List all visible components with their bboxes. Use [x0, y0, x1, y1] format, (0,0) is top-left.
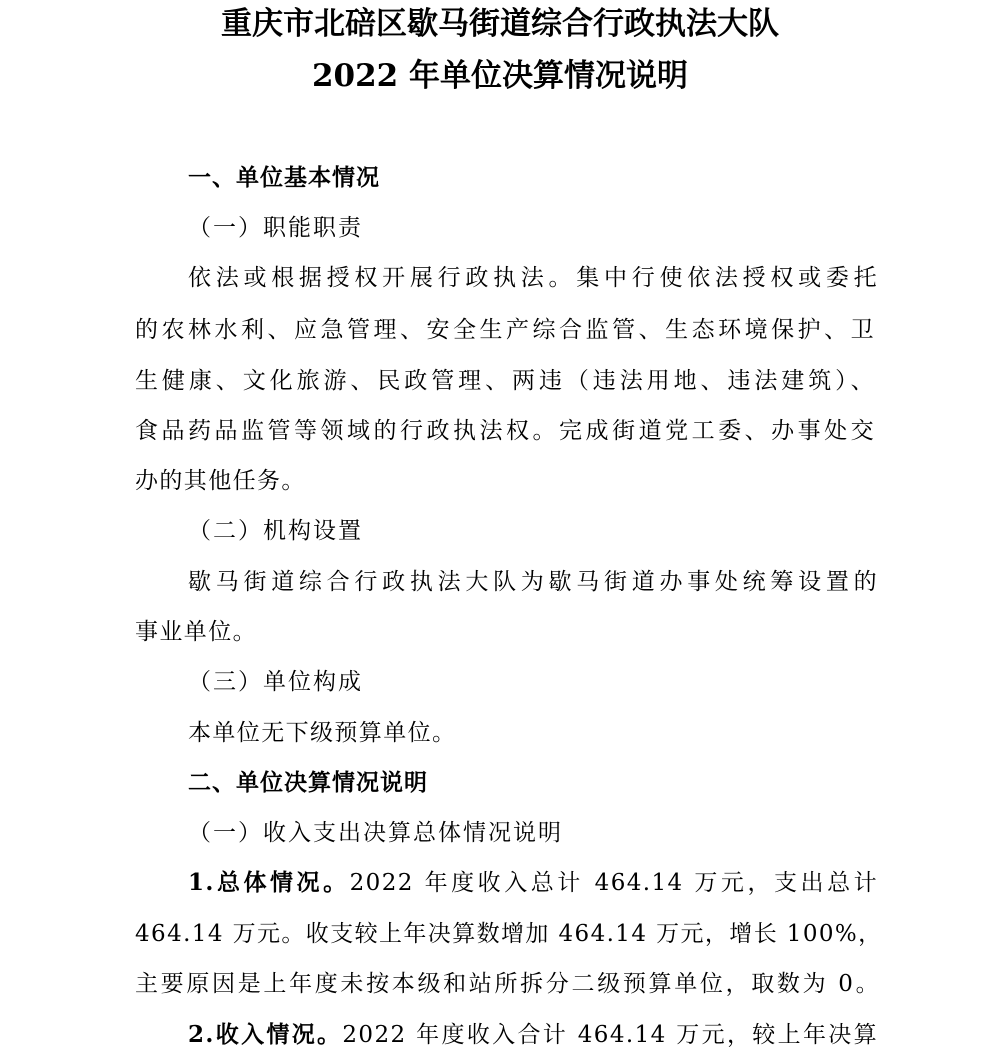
item-lead-overall: 1.总体情况。	[188, 869, 350, 896]
paragraph-line: 依法或根据授权开展行政执法。集中行使依法授权或委托	[188, 265, 878, 291]
item-lead-income: 2.收入情况。	[188, 1021, 343, 1048]
section-heading-final-accounts: 二、单位决算情况说明	[188, 770, 428, 796]
paragraph-line: 食品药品监管等领域的行政执法权。完成街道党工委、办事处交	[135, 418, 875, 444]
paragraph-line: 事业单位。	[135, 619, 257, 645]
paragraph-line: 本单位无下级预算单位。	[188, 720, 457, 746]
paragraph-line: 生健康、文化旅游、民政管理、两违（违法用地、违法建筑）、	[135, 368, 875, 394]
item-text: 2022 年度收入总计 464.14 万元，支出总计	[349, 870, 878, 896]
paragraph-line: 主要原因是上年度未按本级和站所拆分二级预算单位，取数为 0。	[135, 971, 880, 997]
item-text: 2022 年度收入合计 464.14 万元，较上年决算	[342, 1022, 878, 1048]
subsection-heading-functions: （一）职能职责	[188, 215, 363, 241]
subsection-heading-composition: （三）单位构成	[188, 669, 363, 695]
subsection-heading-income-expense-overview: （一）收入支出决算总体情况说明	[188, 820, 563, 846]
document-title-line-1: 重庆市北碚区歇马街道综合行政执法大队	[221, 6, 779, 42]
paragraph-line: 歇马街道综合行政执法大队为歇马街道办事处统筹设置的	[188, 569, 878, 595]
paragraph-line: 464.14 万元。收支较上年决算数增加 464.14 万元，增长 100%，	[135, 921, 883, 947]
paragraph-line-income	[188, 1018, 878, 1052]
paragraph-line: 办的其他任务。	[135, 468, 306, 494]
paragraph-line: 的农林水利、应急管理、安全生产综合监管、生态环境保护、卫	[135, 317, 875, 343]
subsection-heading-organization: （二）机构设置	[188, 518, 363, 544]
paragraph-line-overall	[188, 866, 878, 900]
section-heading-basic-info: 一、单位基本情况	[188, 165, 380, 191]
document-title-line-2: 2022 年单位决算情况说明	[311, 58, 689, 94]
